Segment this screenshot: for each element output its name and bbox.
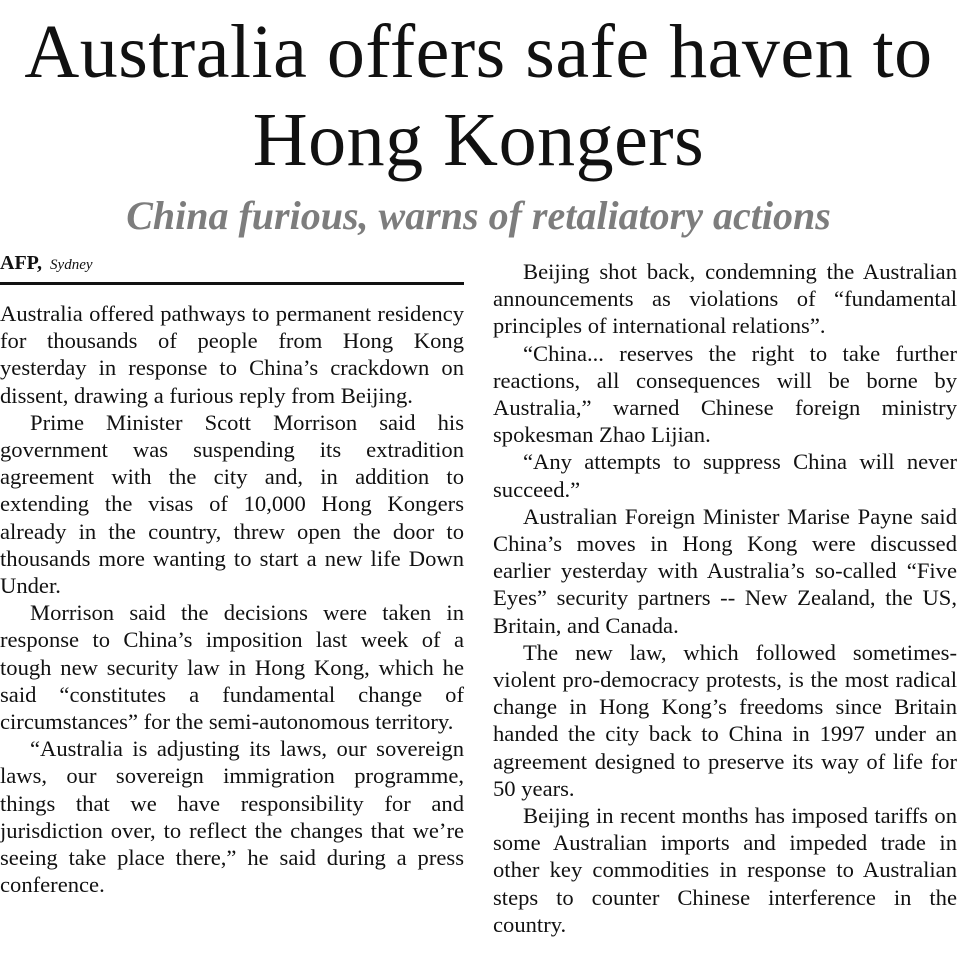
paragraph: “Any attempts to suppress China will never succeed.” [493,449,957,502]
paragraph: “Australia is adjusting its laws, our sovereign laws, our sovereign immigration programme, things that we have responsibility for and jurisdiction over, to reflect the changes that we’re seeing take place there,” he said during a press conference. [0,736,464,898]
article-column-left [0,300,464,898]
subheadline: China furious, warns of retaliatory actions [126,193,831,238]
paragraph: Australian Foreign Minister Marise Payne said China’s moves in Hong Kong were discussed earlier yesterday with Australia’s so-called “Five Eyes” security partners -- New Zealand, the US, Britain, and Canada. [493,503,957,638]
byline-agency: AFP, [0,252,43,274]
paragraph: “China... reserves the right to take further reactions, all consequences will be borne by Australia,” warned Chinese foreign ministry spokesman Zhao Lijian. [493,340,957,448]
byline-dateline: Sydney [50,257,93,273]
headline: Australia offers safe haven to Hong Kongers [24,10,933,182]
paragraph: Beijing in recent months has imposed tariffs on some Australian imports and impeded trade in other key commodities in response to Australian steps to counter Chinese interference in the country. [493,803,957,937]
article-column-right [493,258,957,938]
byline [0,252,464,285]
paragraph: The new law, which followed sometimes-violent pro-democracy protests, is the most radical change in Hong Kong’s freedoms since Britain handed the city back to China in 1997 under an agreement designed to preserve its way of life for 50 years. [493,639,957,801]
paragraph: Prime Minister Scott Morrison said his government was suspending its extradition agreement with the city and, in addition to extending the visas of 10,000 Hong Kongers already in the country, threw open the door to thousands more wanting to start a new life Down Under. [0,409,464,599]
paragraph: Beijing shot back, condemning the Australian announcements as violations of “fundamental principles of international relations”. [493,259,957,339]
paragraph: Morrison said the decisions were taken in response to China’s imposition last week of a tough new security law in Hong Kong, which he said “constitutes a fundamental change of circumstances” for the semi-autonomous territory. [0,600,464,735]
paragraph: Australia offered pathways to permanent residency for thousands of people from Hong Kong yesterday in response to China’s crackdown on dissent, drawing a furious reply from Beijing. [0,301,464,408]
